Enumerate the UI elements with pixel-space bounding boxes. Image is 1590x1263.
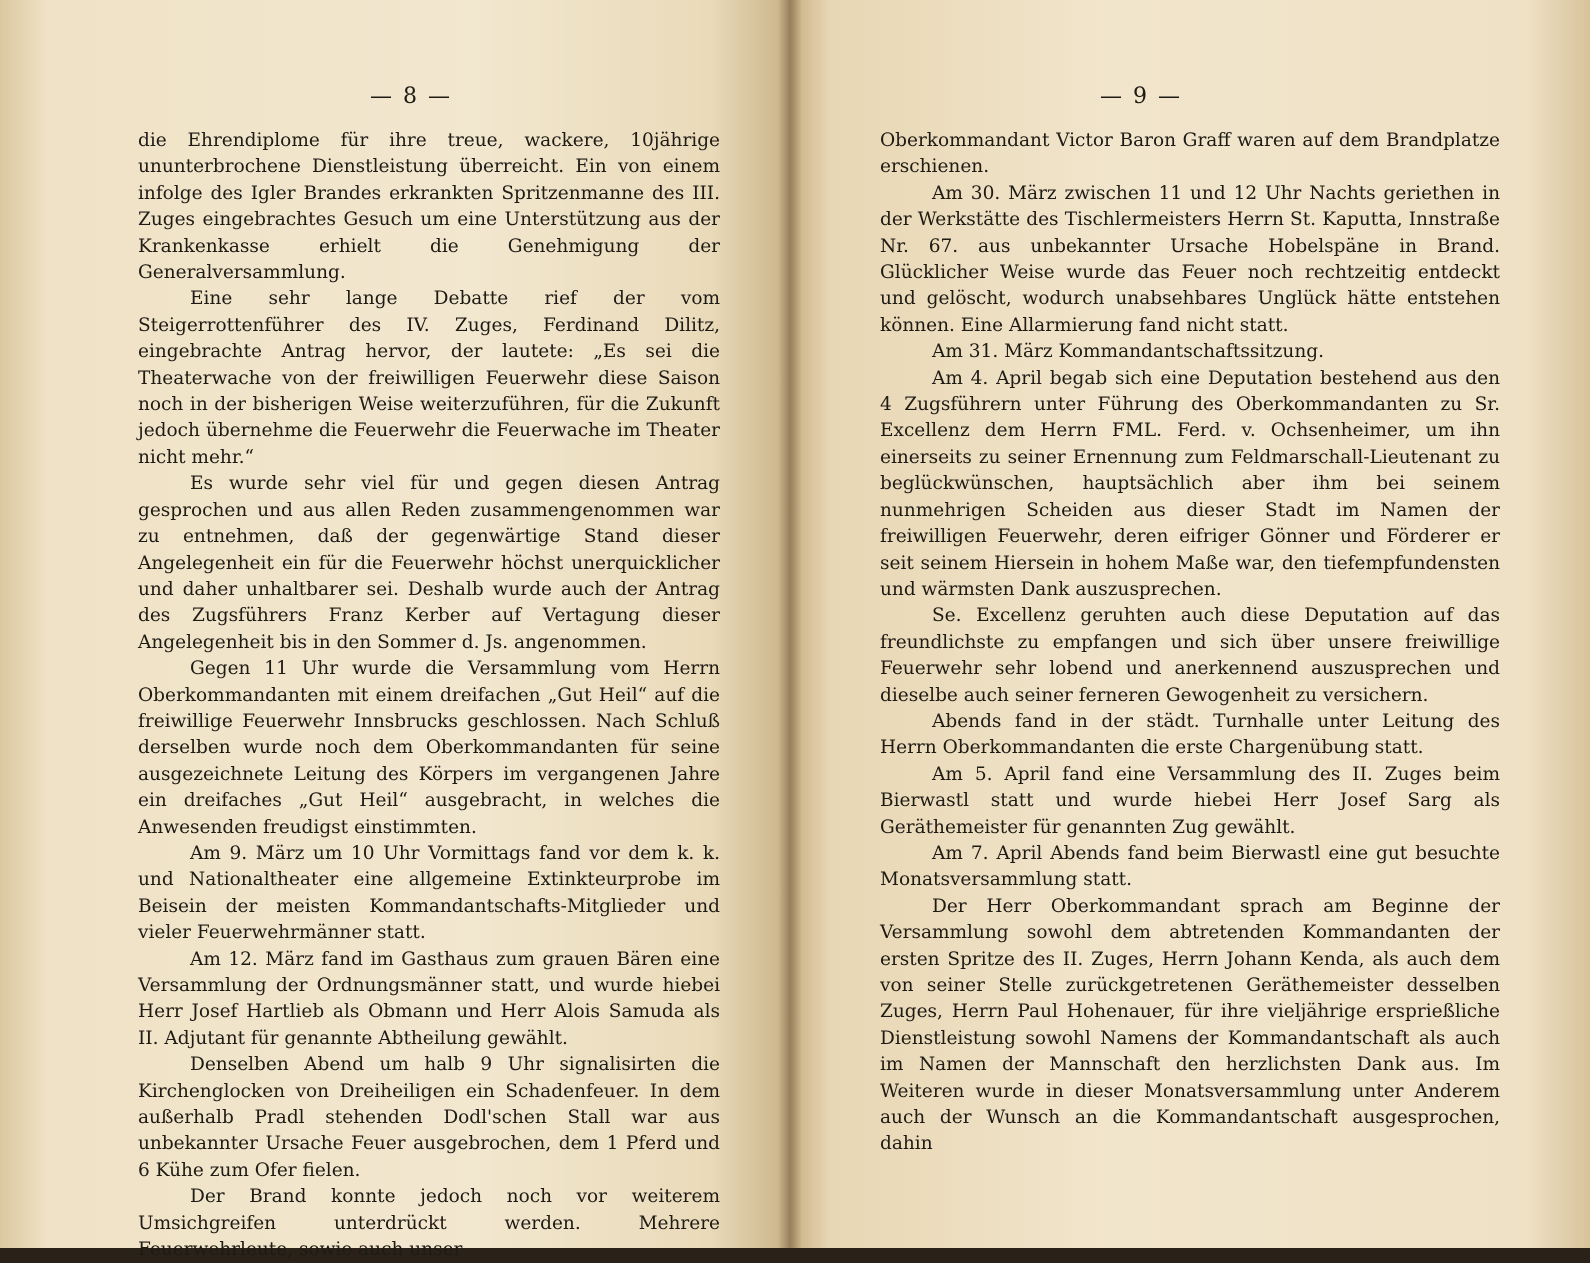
paragraph: Abends fand in der städt. Turnhalle unter Leitung des Herrn Oberkommandanten die erste Chargenübung statt. <box>880 710 1500 759</box>
page-number-right: — 9 — <box>1100 84 1182 109</box>
paragraph: Am 5. April fand eine Versammlung des II. Zuges beim Bierwastl statt und wurde hiebei Herr Josef Sarg als Geräthemeister für genannten Zug gewählt. <box>880 763 1500 838</box>
paragraph: Am 7. April Abends fand beim Bierwastl eine gut besuchte Monatsversammlung statt. <box>880 842 1500 891</box>
right-page-text <box>880 128 1500 1158</box>
right-page <box>790 0 1590 1248</box>
paragraph: Oberkommandant Victor Baron Graff waren auf dem Brandplatze erschienen. <box>880 130 1500 178</box>
paragraph: Eine sehr lange Debatte rief der vom Steigerrottenführer des IV. Zuges, Ferdinand Dilitz, eingebrachte Antrag hervor, der lautete: „Es sei die Theaterwache von der freiwilligen Feuerwehr diese Saison noch in der bisherigen Weise weiterzuführen, für die Zukunft jedoch übernehme die Feuerwehr die Feuerwache im Theater nicht mehr.“ <box>138 288 720 468</box>
paragraph: Es wurde sehr viel für und gegen diesen Antrag gesprochen und aus allen Reden zusammengenommen war zu entnehmen, daß der gegenwärtige Stand dieser Angelegenheit ein für die Feuerwehr höchst unerquicklicher und daher unhaltbarer sei. Deshalb wurde auch der Antrag des Zugsführers Franz Kerber auf Vertagung dieser Angelegenheit bis in den Sommer d. Js. angenommen. <box>138 473 720 653</box>
paragraph: die Ehrendiplome für ihre treue, wackere, 10jährige ununterbrochene Dienstleistung überreicht. Ein von einem infolge des Igler Brandes erkrankten Spritzenmanne des III. Zuges eingebrachtes Gesuch um eine Unterstützung aus der Krankenkasse erhielt die Genehmigung der Generalversammlung. <box>138 130 720 284</box>
paragraph: Am 9. März um 10 Uhr Vormittags fand vor dem k. k. und Nationaltheater eine allgemeine Extinkteurprobe im Beisein der meisten Kommandantschafts-Mitglieder und vieler Feuerwehrmänner statt. <box>138 842 720 944</box>
book-gutter <box>778 0 802 1248</box>
paragraph: Denselben Abend um halb 9 Uhr signalisirten die Kirchenglocken von Dreiheiligen ein Schadenfeuer. In dem außerhalb Pradl stehenden Dodl'schen Stall war aus unbekannter Ursache Feuer ausgebrochen, dem 1 Pferd und 6 Kühe zum Ofer fielen. <box>138 1054 720 1181</box>
paragraph: Am 12. März fand im Gasthaus zum grauen Bären eine Versammlung der Ordnungsmänner statt, und wurde hiebei Herr Josef Hartlieb als Obmann und Herr Alois Samuda als II. Adjutant für genannte Abtheilung gewählt. <box>138 948 720 1049</box>
paragraph: Am 31. März Kommandantschaftssitzung. <box>932 341 1324 363</box>
paragraph: Am 30. März zwischen 11 und 12 Uhr Nachts geriethen in der Werkstätte des Tischlermeisters Herrn St. Kaputta, Innstraße Nr. 67. aus unbekannter Ursache Hobelspäne in Brand. Glücklicher Weise wurde das Feuer noch rechtzeitig entdeckt und gelöscht, wodurch unabsehbares Unglück hätte entstehen können. Eine Allarmierung fand nicht statt. <box>880 182 1500 336</box>
paragraph: Der Herr Oberkommandant sprach am Beginne der Versammlung sowohl dem abtretenden Kommandanten der ersten Spritze des II. Zuges, Herrn Johann Kenda, als auch dem von seiner Stelle zurückgetretenen Geräthemeister desselben Zuges, Herrn Paul Hohenauer, für ihre vieljährige ersprießliche Dienstleistung sowohl Namens der Kommandantschaft als auch im Namen der Mannschaft den herzlichsten Dank aus. Im Weiteren wurde in dieser Monatsversammlung unter Anderem auch der Wunsch an die Kommandantschaft ausgesprochen, dahin <box>880 895 1500 1155</box>
paragraph: Gegen 11 Uhr wurde die Versammlung vom Herrn Oberkommandanten mit einem dreifachen „Gut Heil“ auf die freiwillige Feuerwehr Innsbrucks geschlossen. Nach Schluß derselben wurde noch dem Oberkommandanten für seine ausgezeichnete Leitung des Körpers im vergangenen Jahre ein dreifaches „Gut Heil“ ausgebracht, in welches die Anwesenden freudigst einstimmten. <box>138 658 720 838</box>
paragraph: Am 4. April begab sich eine Deputation bestehend aus den 4 Zugsführern unter Führung des Oberkommandanten zu Sr. Excellenz dem Herrn FML. Ferd. v. Ochsenheimer, um ihn einerseits zu seiner Ernennung zum Feldmarschall-Lieutenant zu beglückwünschen, hauptsächlich aber ihm bei seinem nunmehrigen Scheiden aus dieser Stadt im Namen der freiwilligen Feuerwehr, deren eifriger Gönner und Förderer er seit seinem Hiersein in hohem Maße war, den tiefempfundensten und wärmsten Dank auszusprechen. <box>880 367 1500 600</box>
left-page-text <box>138 128 720 1263</box>
paragraph: Se. Excellenz geruhten auch diese Deputation auf das freundlichste zu empfangen und sich über unsere freiwillige Feuerwehr sehr lobend und anerkennend auszusprechen und dieselbe auch seiner ferneren Gewogenheit zu versichern. <box>880 605 1500 706</box>
left-page <box>0 0 790 1261</box>
paragraph: Der Brand konnte jedoch noch vor weiterem Umsichgreifen unterdrückt werden. Mehrere Feuerwehrleute, sowie auch unser <box>138 1186 720 1261</box>
page-number-left: — 8 — <box>370 84 452 109</box>
